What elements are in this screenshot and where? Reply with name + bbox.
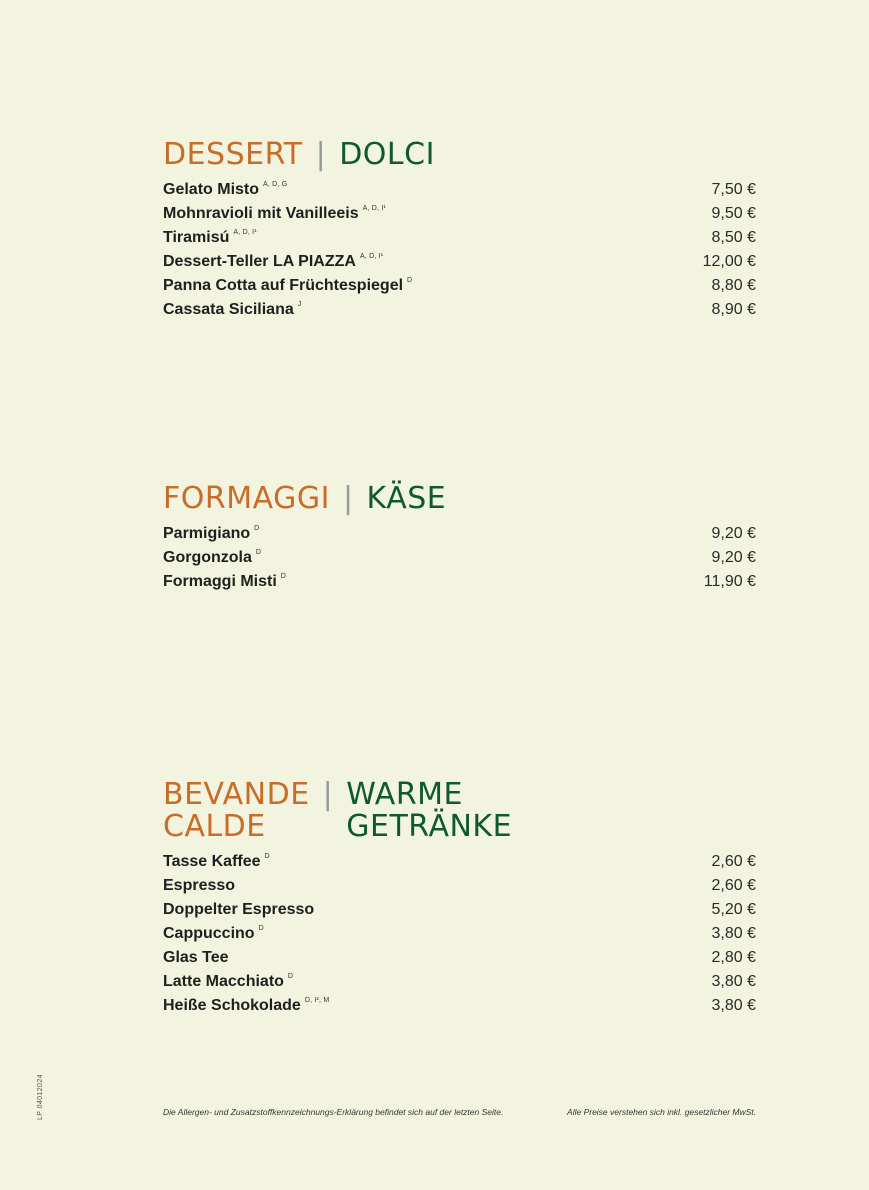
allergen-codes: D, I², M: [304, 997, 330, 1004]
menu-item: [163, 229, 756, 253]
item-price: 9,50 €: [711, 205, 756, 222]
item-price: 9,20 €: [711, 525, 756, 542]
heading-italian: DESSERT: [163, 137, 303, 172]
item-name-text: Tasse Kaffee: [163, 853, 261, 870]
item-name: [163, 181, 287, 199]
item-name-text: Gorgonzola: [163, 549, 252, 566]
item-name: [163, 853, 270, 871]
menu-item: [163, 277, 756, 301]
item-name-text: Cappuccino: [163, 925, 255, 942]
menu-item: [163, 181, 756, 205]
item-name-text: Parmigiano: [163, 525, 251, 542]
item-price: 2,80 €: [711, 949, 756, 966]
menu-list: [163, 853, 756, 1021]
item-name-text: Mohnravioli mit Vanilleeis: [163, 205, 359, 222]
menu-item: [163, 901, 756, 925]
item-name: [163, 277, 412, 295]
allergen-codes: A, D, I¹: [359, 253, 384, 260]
section-heading: [163, 483, 756, 515]
item-price: 8,80 €: [711, 277, 756, 294]
allergen-codes: D: [407, 277, 413, 284]
item-name: [163, 573, 286, 591]
allergen-codes: D: [280, 573, 287, 580]
allergen-note: Die Allergen- und Zusatzstoffkennzeichnungs-Erklärung befindet sich auf der letzten Seite.: [163, 1107, 504, 1117]
menu-item: [163, 301, 756, 325]
item-name-text: Formaggi Misti: [163, 573, 277, 590]
price-note: Alle Preise verstehen sich inkl. gesetzlicher MwSt.: [567, 1107, 756, 1117]
formaggi-section: [163, 483, 756, 597]
allergen-codes: D: [254, 525, 260, 532]
item-name-text: Glas Tee: [163, 949, 229, 966]
menu-item: [163, 525, 756, 549]
menu-item: [163, 925, 756, 949]
item-price: 3,80 €: [711, 973, 756, 990]
item-price: 2,60 €: [711, 877, 756, 894]
item-name: [163, 901, 314, 919]
allergen-codes: A, D, I¹: [233, 229, 257, 236]
item-name: [163, 301, 301, 319]
allergen-codes: D: [258, 925, 264, 932]
item-price: 2,60 €: [711, 853, 756, 870]
heading-separator: |: [342, 481, 354, 516]
item-price: 3,80 €: [711, 997, 756, 1014]
menu-item: [163, 853, 756, 877]
heading-italian: BEVANDE CALDE: [163, 777, 310, 844]
menu-item: [163, 949, 756, 973]
item-name-text: Gelato Misto: [163, 181, 260, 198]
item-name: [163, 549, 261, 567]
item-name: [163, 973, 293, 991]
allergen-codes: A, D, I¹: [362, 205, 386, 212]
heading-german: KÄSE: [366, 481, 447, 516]
menu-item: [163, 973, 756, 997]
document-code: LP 04012024: [37, 1074, 44, 1120]
allergen-codes: J: [297, 301, 302, 308]
item-name-text: Espresso: [163, 877, 236, 894]
section-heading: [163, 779, 756, 843]
dessert-section: [163, 139, 756, 325]
item-name: [163, 877, 235, 895]
item-name: [163, 949, 229, 967]
heading-separator: |: [322, 777, 334, 812]
item-name-text: Tiramisú: [163, 229, 230, 246]
menu-item: [163, 549, 756, 573]
item-name-text: Latte Macchiato: [163, 973, 284, 990]
item-name: [163, 525, 259, 543]
item-price: 8,50 €: [711, 229, 756, 246]
item-name: [163, 997, 329, 1015]
item-price: 5,20 €: [711, 901, 756, 918]
item-name-text: Cassata Siciliana: [163, 301, 294, 318]
menu-item: [163, 205, 756, 229]
item-name-text: Dessert-Teller LA PIAZZA: [163, 253, 356, 270]
allergen-codes: A, D, G: [263, 181, 288, 188]
heading-german: DOLCI: [339, 137, 435, 172]
allergen-codes: D: [264, 853, 270, 860]
footer: [163, 1107, 756, 1117]
allergen-codes: D: [255, 549, 262, 556]
heading-separator: |: [315, 137, 327, 172]
section-heading: [163, 139, 756, 171]
bevande-section: [163, 779, 756, 1021]
item-name-text: Heiße Schokolade: [163, 997, 301, 1014]
menu-list: [163, 525, 756, 597]
menu-item: [163, 997, 756, 1021]
item-name: [163, 253, 383, 271]
heading-italian: FORMAGGI: [163, 481, 330, 516]
item-name-text: Panna Cotta auf Früchtespiegel: [163, 277, 404, 294]
item-name: [163, 925, 264, 943]
item-name: [163, 229, 257, 247]
item-name-text: Doppelter Espresso: [163, 901, 315, 918]
item-name: [163, 205, 386, 223]
menu-list: [163, 181, 756, 325]
menu-item: [163, 253, 756, 277]
allergen-codes: D: [287, 973, 294, 980]
item-price: 11,90 €: [703, 573, 756, 590]
item-price: 9,20 €: [711, 549, 756, 566]
menu-item: [163, 877, 756, 901]
menu-item: [163, 573, 756, 597]
item-price: 12,00 €: [702, 253, 756, 270]
heading-german: WARME GETRÄNKE: [346, 777, 513, 844]
item-price: 3,80 €: [711, 925, 756, 942]
item-price: 7,50 €: [711, 181, 756, 198]
item-price: 8,90 €: [711, 301, 756, 318]
